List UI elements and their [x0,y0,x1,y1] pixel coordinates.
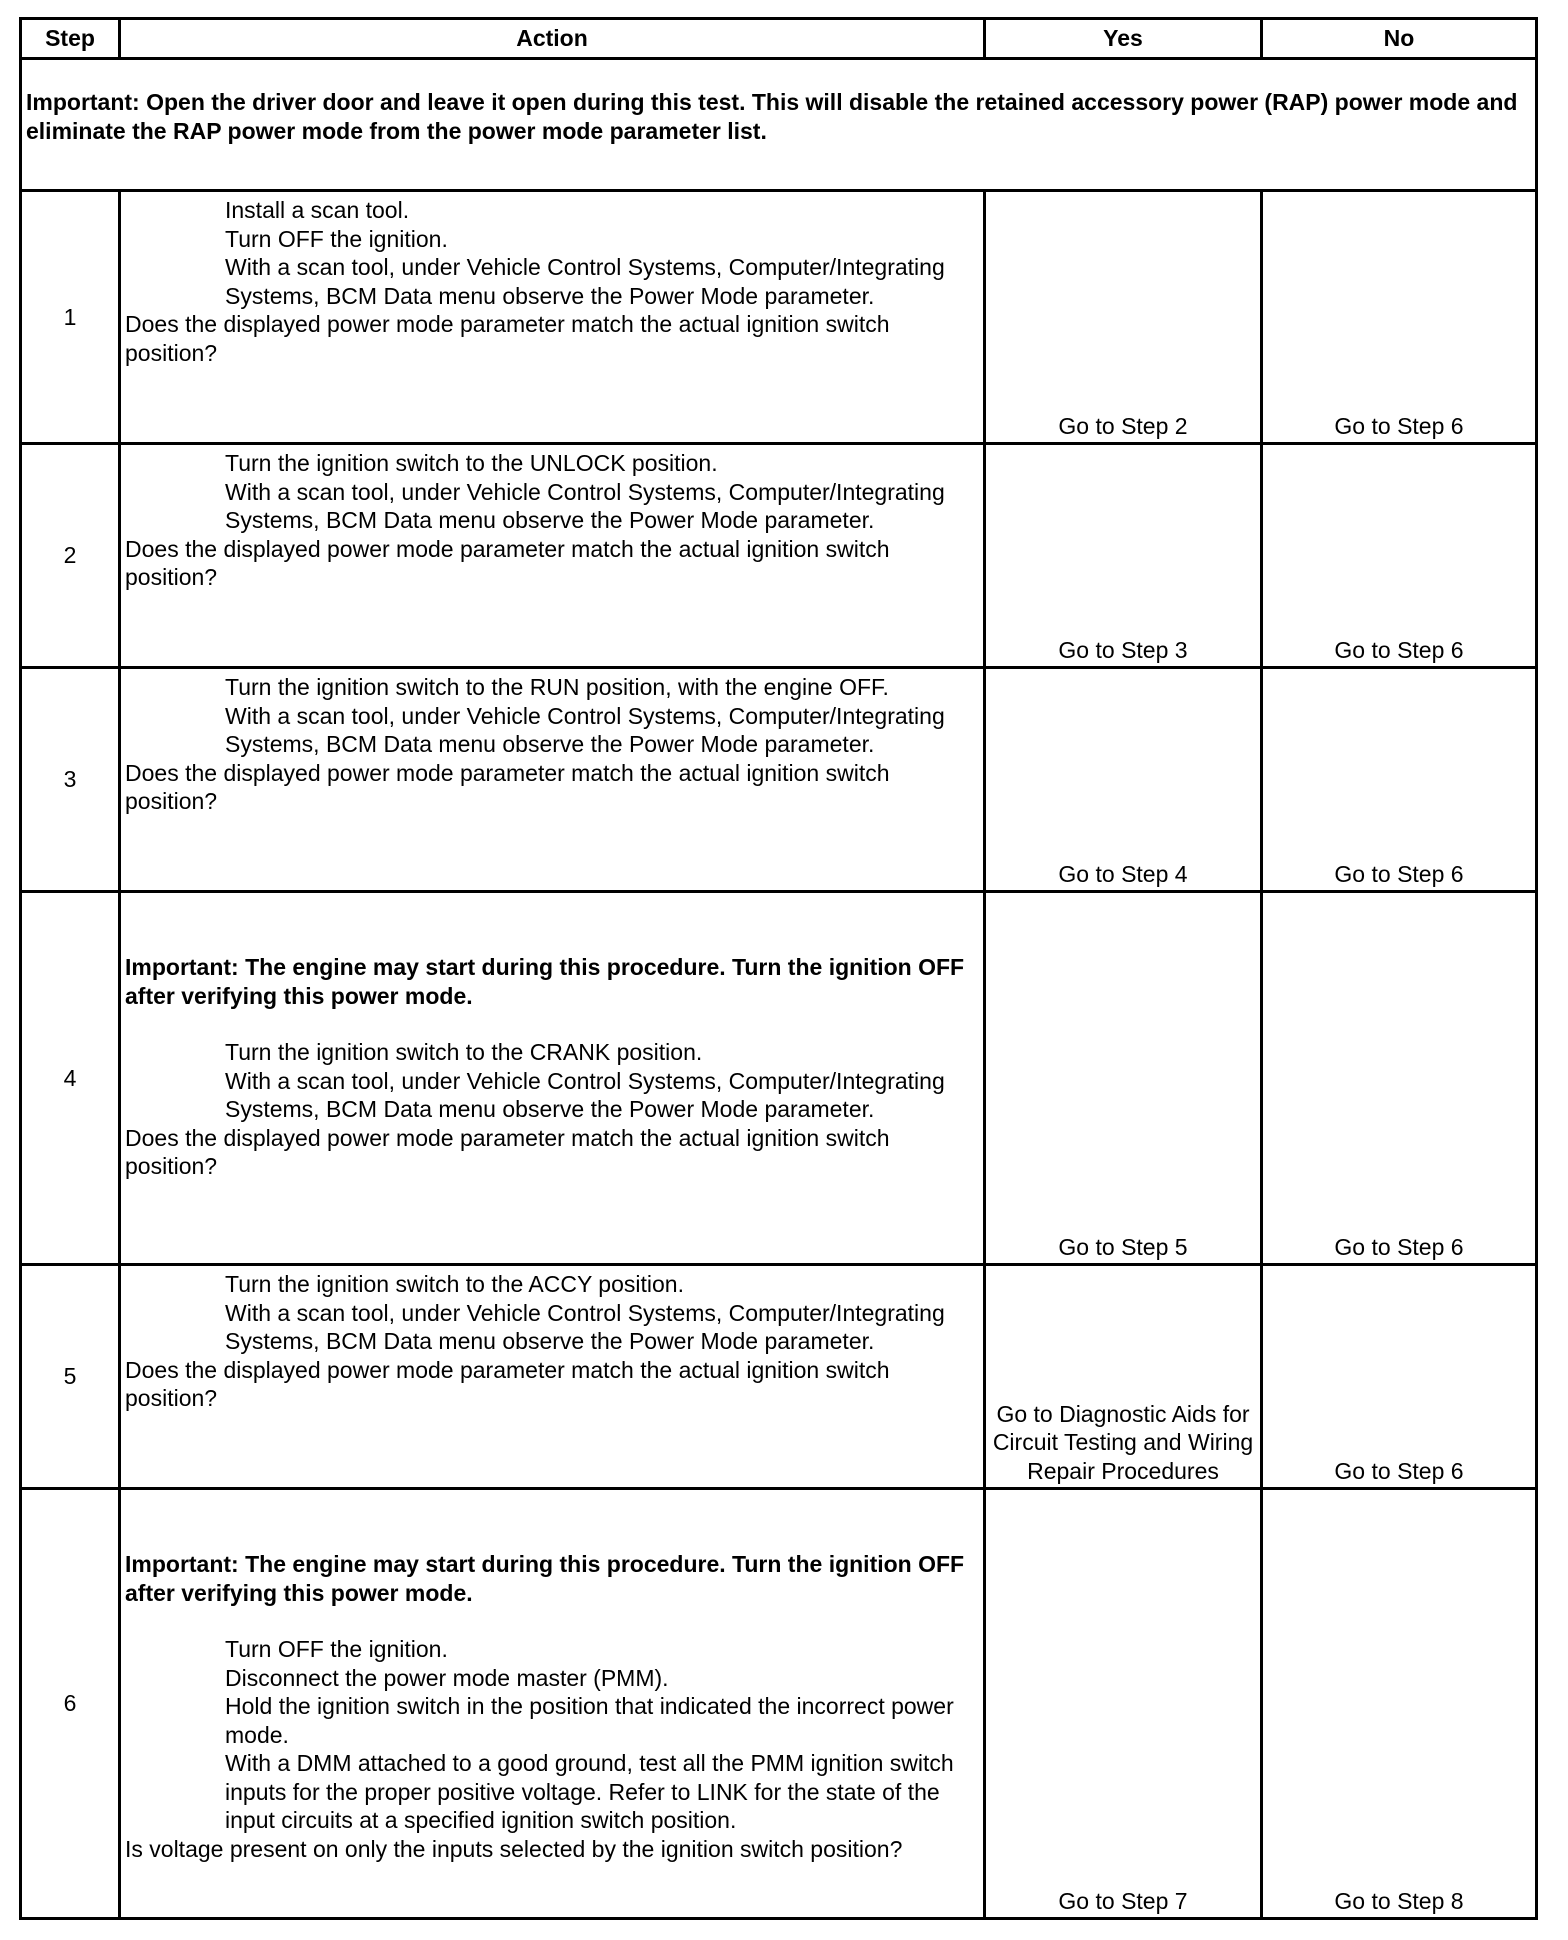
action-instruction: Install a scan tool. [225,197,410,223]
header-row [21,19,1537,59]
action-instruction: Hold the ignition switch in the position that indicated the incorrect power mode. [225,1693,954,1748]
action-instruction: Turn the ignition switch to the RUN position, with the engine OFF. [225,674,889,700]
step-number: 3 [21,668,120,892]
yes-result: Go to Step 5 [985,892,1262,1265]
step-number: 1 [21,191,120,444]
header-step: Step [21,19,120,59]
action-instruction: Turn OFF the ignition. [225,1636,448,1662]
action-instruction: Turn the ignition switch to the CRANK position. [225,1039,703,1065]
action-instruction: With a scan tool, under Vehicle Control Systems, Computer/Integrating Systems, BCM Data menu observe the Power Mode parameter. [225,1299,945,1354]
yes-result: Go to Step 2 [985,191,1262,444]
action-instruction: With a DMM attached to a good ground, test all the PMM ignition switch inputs for the proper positive voltage. Refer to LINK for the state of the input circuits at a specified ignition switch position. [225,1750,954,1833]
header-no: No [1262,19,1537,59]
yes-result: Go to Step 3 [985,444,1262,668]
important-note: Important: The engine may start during this procedure. Turn the ignition OFF after verifying this power mode. [125,1551,965,1606]
yes-result: Go to Step 7 [985,1489,1262,1919]
action-question: Does the displayed power mode parameter match the actual ignition switch position? [125,1124,890,1179]
important-note-row [21,59,1537,191]
action-question: Is voltage present on only the inputs selected by the ignition switch position? [125,1835,903,1862]
step-number: 4 [21,892,120,1265]
action-instruction: With a scan tool, under Vehicle Control Systems, Computer/Integrating Systems, BCM Data menu observe the Power Mode parameter. [225,478,945,533]
action-instruction: Disconnect the power mode master (PMM). [225,1664,669,1691]
action-instructions [125,449,977,535]
action-body [125,1494,977,1835]
yes-result: Go to Step 4 [985,668,1262,892]
action-cell [120,444,985,668]
no-result: Go to Step 6 [1262,444,1537,668]
table-row [21,191,1537,444]
yes-result: Go to Diagnostic Aids for Circuit Testing and Wiring Repair Procedures [985,1265,1262,1489]
table-row [21,668,1537,892]
action-instruction: With a scan tool, under Vehicle Control Systems, Computer/Integrating Systems, BCM Data menu observe the Power Mode parameter. [225,254,945,309]
step-number: 2 [21,444,120,668]
important-note: Important: The engine may start during this procedure. Turn the ignition OFF after verifying this power mode. [125,954,965,1009]
no-result: Go to Step 6 [1262,668,1537,892]
table-row [21,1489,1537,1919]
action-instruction: Turn OFF the ignition. [225,225,448,252]
action-question: Does the displayed power mode parameter match the actual ignition switch position? [125,1356,890,1411]
no-result: Go to Step 8 [1262,1489,1537,1919]
no-result: Go to Step 6 [1262,1265,1537,1489]
action-instructions [125,196,977,310]
action-cell [120,1489,985,1919]
action-instructions [125,1270,977,1356]
action-instructions [125,1635,977,1835]
action-instructions [125,1038,977,1124]
action-cell [120,191,985,444]
no-result: Go to Step 6 [1262,191,1537,444]
important-note: Important: Open the driver door and leave it open during this test. This will disable the retained accessory power (RAP) power mode and eliminate the RAP power mode from the power mode parameter list. [21,59,1537,191]
step-number: 6 [21,1489,120,1919]
diagnostic-table [19,17,1538,1920]
action-question: Does the displayed power mode parameter match the actual ignition switch position? [125,535,890,590]
action-instructions [125,673,977,759]
header-action: Action [120,19,985,59]
action-instruction: Turn the ignition switch to the ACCY position. [225,1271,684,1297]
action-question: Does the displayed power mode parameter match the actual ignition switch position? [125,311,890,366]
action-question: Does the displayed power mode parameter match the actual ignition switch position? [125,759,890,814]
action-cell [120,1265,985,1489]
table-row [21,892,1537,1265]
header-yes: Yes [985,19,1262,59]
action-instruction: Turn the ignition switch to the UNLOCK position. [225,450,718,476]
table-row [21,444,1537,668]
action-instruction: With a scan tool, under Vehicle Control Systems, Computer/Integrating Systems, BCM Data menu observe the Power Mode parameter. [225,1067,945,1122]
step-number: 5 [21,1265,120,1489]
action-cell [120,668,985,892]
table-row [21,1265,1537,1489]
action-cell [120,892,985,1265]
no-result: Go to Step 6 [1262,892,1537,1265]
action-body [125,897,977,1124]
action-instruction: With a scan tool, under Vehicle Control Systems, Computer/Integrating Systems, BCM Data menu observe the Power Mode parameter. [225,702,945,757]
